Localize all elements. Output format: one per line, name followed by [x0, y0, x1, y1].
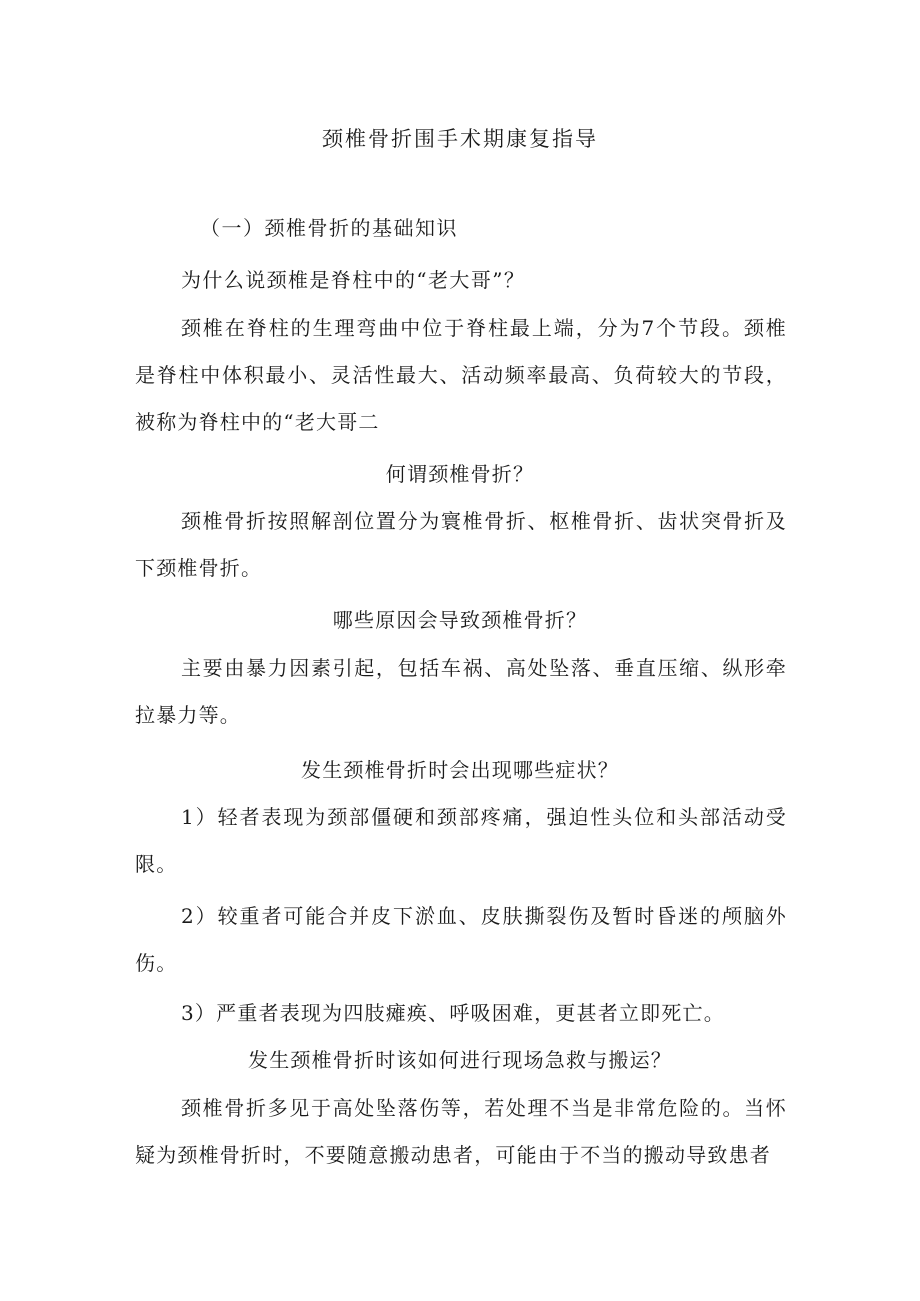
paragraph-causes: 主要由暴力因素引起，包括车祸、高处坠落、垂直压缩、纵形牵拉暴力等。 [135, 656, 787, 727]
section-heading: （一）颈椎骨折的基础知识 [200, 216, 458, 240]
paragraph-fracture-types: 颈椎骨折按照解剖位置分为寰椎骨折、枢椎骨折、齿状突骨折及下颈椎骨折。 [135, 509, 787, 580]
paragraph-first-aid: 颈椎骨折多见于高处坠落伤等，若处理不当是非常危险的。当怀疑为颈椎骨折时，不要随意搬动患者，可能由于不当的搬动导致患者 [135, 1096, 787, 1167]
question-what-is-fracture: 何谓颈椎骨折？ [385, 462, 535, 486]
question-first-aid: 发生颈椎骨折时该如何进行现场急救与搬运？ [248, 1048, 672, 1072]
question-why-big-brother: 为什么说颈椎是脊柱中的“老大哥”？ [181, 268, 526, 292]
question-causes: 哪些原因会导致颈椎骨折？ [332, 608, 588, 632]
document-title: 颈椎骨折围手术期康复指导 [322, 127, 598, 151]
symptom-severe: 3）严重者表现为四肢瘫痪、呼吸困难，更甚者立即死亡。 [181, 1001, 725, 1025]
paragraph-cervical-description: 颈椎在脊柱的生理弯曲中位于脊柱最上端，分为7个节段。颈椎是脊柱中体积最小、灵活性最大、活动频率最高、负荷较大的节段，被称为脊柱中的“老大哥二 [135, 316, 787, 434]
symptom-mild: 1）轻者表现为颈部僵硬和颈部疼痛，强迫性头位和头部活动受限。 [135, 805, 787, 876]
question-symptoms: 发生颈椎骨折时会出现哪些症状？ [301, 758, 619, 782]
symptom-moderate: 2）较重者可能合并皮下淤血、皮肤撕裂伤及暂时昏迷的颅脑外伤。 [135, 904, 787, 975]
